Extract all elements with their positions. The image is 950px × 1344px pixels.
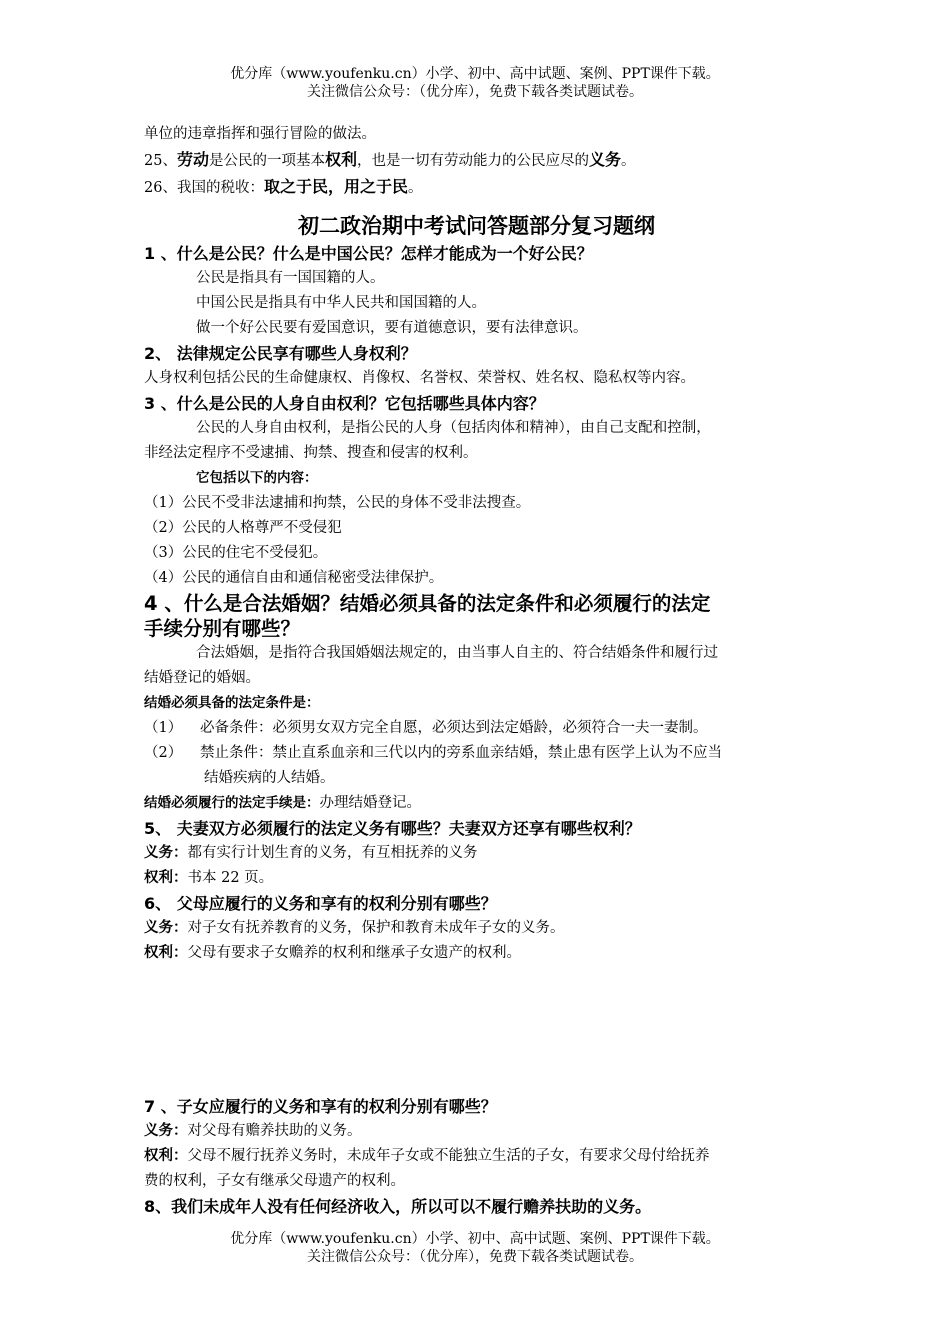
question-3: 3 、什么是公民的人身自由权利？它包括哪些具体内容？ — [144, 394, 545, 413]
procedure-label: 结婚必须履行的法定手续是： — [144, 795, 320, 811]
list-item: （3）公民的住宅不受侵犯。 — [144, 545, 328, 561]
page-header — [0, 65, 950, 101]
duty-line: 义务：都有实行计划生育的义务，有互相抚养的义务 — [144, 845, 478, 861]
list-number: （1） — [144, 720, 183, 736]
page-footer — [0, 1230, 950, 1266]
list-item: （2）公民的人格尊严不受侵犯 — [144, 520, 342, 536]
question-5: 5、 夫妻双方必须履行的法定义务有哪些？夫妻双方还享有哪些权利？ — [144, 819, 641, 838]
question-4-line-1: 4 、什么是合法婚姻？结婚必须具备的法定条件和必须履行的法定 — [144, 592, 711, 615]
answer-3-line-2: 非经法定程序不受逮捕、拘禁、搜查和侵害的权利。 — [144, 445, 478, 461]
list-number: （2） — [144, 745, 183, 761]
answer-1-line-3: 做一个好公民要有爱国意识，要有道德意识，要有法律意识。 — [196, 320, 588, 336]
document-body — [144, 122, 809, 1219]
item-26: 26、我国的税收：取之于民，用之于民。 — [144, 177, 423, 196]
answer-4-line-1: 合法婚姻，是指符合我国婚姻法规定的，由当事人自主的、符合结婚条件和履行过 — [196, 645, 718, 661]
right-line: 权利：父母不履行抚养义务时，未成年子女或不能独立生活的子女，有要求父母付给抚养 — [144, 1148, 710, 1164]
procedure-line — [144, 791, 809, 816]
right-line: 权利：书本 22 页。 — [144, 870, 274, 886]
duty-line: 义务：对父母有赡养扶助的义务。 — [144, 1123, 362, 1139]
page-title: 初二政治期中考试问答题部分复习题纲 — [298, 214, 655, 238]
list-text-continuation: 结婚疾病的人结婚。 — [204, 770, 335, 786]
question-7: 7 、子女应履行的义务和享有的权利分别有哪些？ — [144, 1097, 497, 1116]
blank-space — [144, 966, 809, 1094]
item-25: 25、劳动是公民的一项基本权利，也是一切有劳动能力的公民应尽的义务。 — [144, 150, 636, 169]
footer-line-2: 关注微信公众号：（优分库），免费下载各类试题试卷。 — [307, 1249, 643, 1265]
list-item: （4）公民的通信自由和通信秘密受法律保护。 — [144, 570, 444, 586]
conditions-label: 结婚必须具备的法定条件是： — [144, 695, 320, 711]
answer-4-line-2: 结婚登记的婚姻。 — [144, 670, 260, 686]
answer-1-line-1: 公民是指具有一国国籍的人。 — [196, 270, 385, 286]
right-line-continuation: 费的权利，子女有继承父母遗产的权利。 — [144, 1173, 405, 1189]
answer-3-line-1: 公民的人身自由权利，是指公民的人身（包括肉体和精神），由自己支配和控制， — [196, 420, 711, 436]
intro-line: 单位的违章指挥和强行冒险的做法。 — [144, 126, 376, 142]
right-line: 权利：父母有要求子女赡养的权利和继承子女遗产的权利。 — [144, 945, 521, 961]
question-8: 8、我们未成年人没有任何经济收入，所以可以不履行赡养扶助的义务。 — [144, 1197, 652, 1216]
question-6: 6、 父母应履行的义务和享有的权利分别有哪些？ — [144, 894, 497, 913]
question-2: 2、 法律规定公民享有哪些人身权利？ — [144, 344, 417, 363]
list-item: （1）公民不受非法逮捕和拘禁，公民的身体不受非法搜查。 — [144, 495, 531, 511]
list-text: 必备条件：必须男女双方完全自愿，必须达到法定婚龄，必须符合一夫一妻制。 — [200, 720, 708, 736]
question-1: 1 、什么是公民？什么是中国公民？怎样才能成为一个好公民？ — [144, 244, 593, 263]
procedure-text: 办理结婚登记。 — [319, 795, 421, 811]
list-text: 禁止条件：禁止直系血亲和三代以内的旁系血亲结婚，禁止患有医学上认为不应当 — [200, 745, 722, 761]
question-4-line-2: 手续分别有哪些？ — [144, 617, 301, 640]
footer-line-1: 优分库（www.youfenku.cn）小学、初中、高中试题、案例、PPT课件下载。 — [230, 1231, 720, 1247]
answer-3-subheading: 它包括以下的内容： — [196, 470, 318, 486]
answer-1-line-2: 中国公民是指具有中华人民共和国国籍的人。 — [196, 295, 486, 311]
list-item — [144, 741, 809, 766]
header-line-1: 优分库（www.youfenku.cn）小学、初中、高中试题、案例、PPT课件下载。 — [230, 66, 720, 82]
header-line-2: 关注微信公众号：（优分库），免费下载各类试题试卷。 — [307, 84, 643, 100]
answer-2: 人身权利包括公民的生命健康权、肖像权、名誉权、荣誉权、姓名权、隐私权等内容。 — [144, 370, 695, 386]
list-item — [144, 716, 809, 741]
duty-line: 义务：对子女有抚养教育的义务，保护和教育未成年子女的义务。 — [144, 920, 565, 936]
